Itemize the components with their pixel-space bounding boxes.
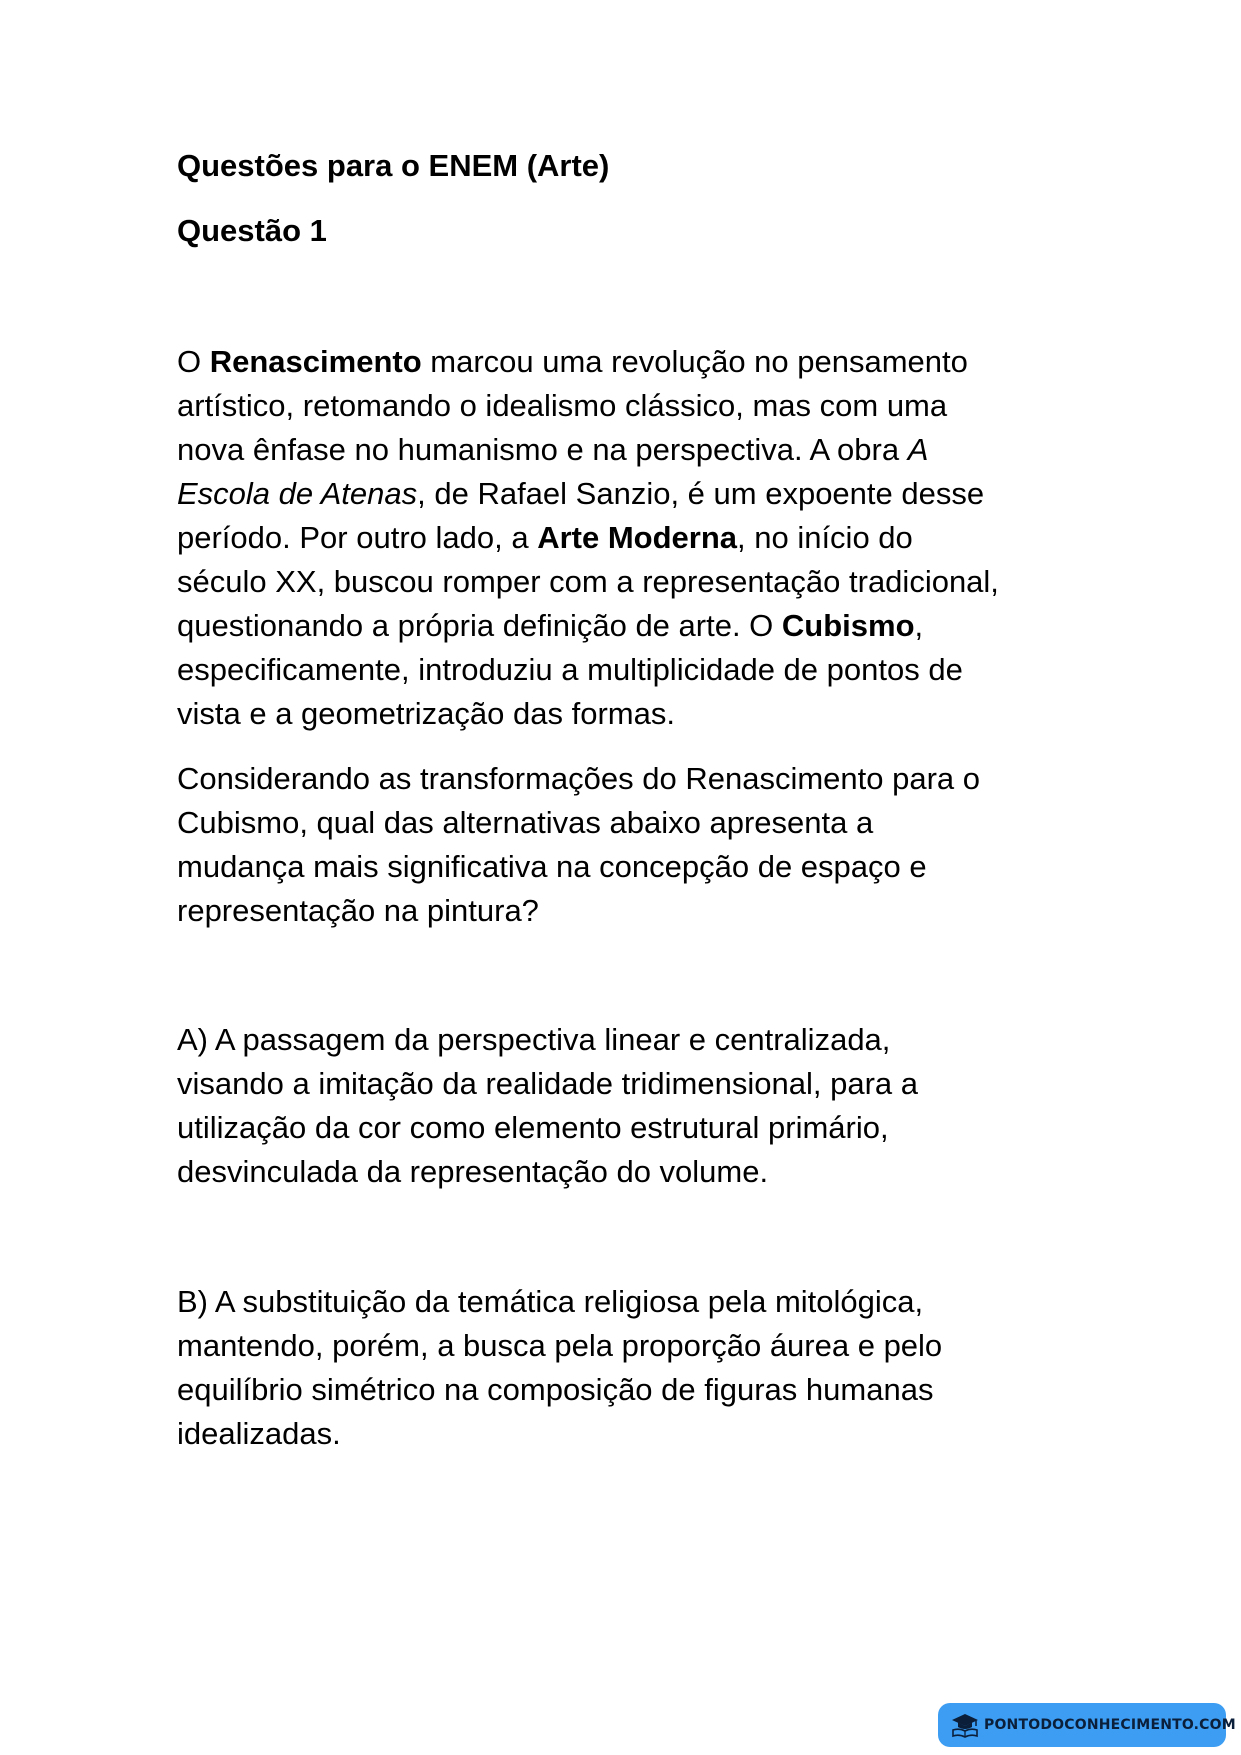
text-line: artístico, retomando o idealismo clássico, mas com uma (177, 388, 948, 423)
option-a (177, 1018, 1077, 1194)
question-prompt (177, 757, 1077, 933)
text-line: desvinculada da representação do volume. (177, 1154, 769, 1189)
text-line: Cubismo, qual das alternativas abaixo apresenta a (177, 805, 874, 840)
watermark-text: PONTODOCONHECIMENTO.COM (984, 1717, 1236, 1733)
text-line: representação na pintura? (177, 893, 539, 928)
text-line: idealizadas. (177, 1416, 341, 1451)
context-paragraph (177, 340, 1077, 736)
text-line: A) A passagem da perspectiva linear e centralizada, (177, 1022, 891, 1057)
option-b (177, 1280, 1077, 1456)
text-line: vista e a geometrização das formas. (177, 696, 675, 731)
site-watermark[interactable] (938, 1703, 1236, 1747)
text-line: Considerando as transformações do Renascimento para o (177, 761, 981, 796)
text-line: nova ênfase no humanismo e na perspectiva. A obra A (177, 432, 929, 467)
text-line: visando a imitação da realidade tridimensional, para a (177, 1066, 918, 1101)
term-cubismo: Cubismo (781, 608, 915, 643)
text-line: utilização da cor como elemento estrutural primário, (177, 1110, 889, 1145)
question-label: Questão 1 (177, 213, 327, 248)
text-line: período. Por outro lado, a Arte Moderna, no início do (177, 520, 913, 555)
artwork-title-part: A (907, 432, 929, 467)
term-arte-moderna: Arte Moderna (537, 520, 737, 555)
document-title: Questões para o ENEM (Arte) (177, 148, 610, 183)
term-renascimento: Renascimento (209, 344, 422, 379)
text-line: questionando a própria definição de arte. O Cubismo, (177, 608, 924, 643)
text-line: B) A substituição da temática religiosa pela mitológica, (177, 1284, 924, 1319)
text-line: O Renascimento marcou uma revolução no pensamento (177, 344, 968, 379)
graduation-cap-book-icon (950, 1712, 980, 1738)
text-line: equilíbrio simétrico na composição de figuras humanas (177, 1372, 934, 1407)
text-line: século XX, buscou romper com a representação tradicional, (177, 564, 999, 599)
text-line: mantendo, porém, a busca pela proporção áurea e pelo (177, 1328, 943, 1363)
artwork-title-part: Escola de Atenas (177, 476, 418, 511)
text-line: mudança mais significativa na concepção de espaço e (177, 849, 927, 884)
text-line: Escola de Atenas, de Rafael Sanzio, é um expoente desse (177, 476, 985, 511)
text-line: especificamente, introduziu a multiplicidade de pontos de (177, 652, 963, 687)
